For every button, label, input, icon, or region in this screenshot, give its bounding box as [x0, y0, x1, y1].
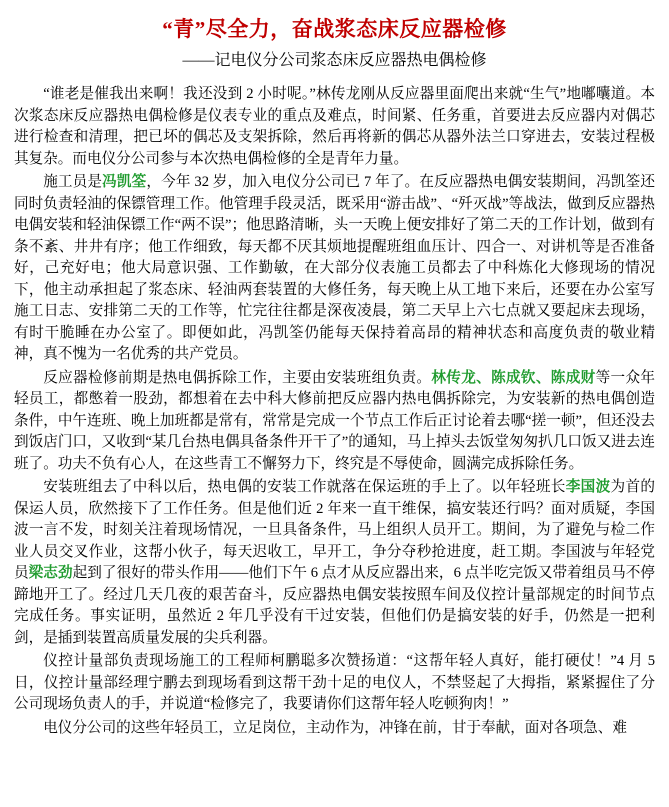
- text-run: ，今年 32 岁，加入电仪分公司已 7 年了。在反应器热电偶安装期间，冯凯筌还同时负责轻油的保镖管理工作。他管理手段灵活，既采用“游击战”、“歼灭战”等战法，做到反应器热电偶安装和轻油保镖工作“两不误”；他思路清晰，头一天晚上便安排好了第二天的工作计划，做到有条不紊、井井有序；他工作细致，每天都不厌其烦地提醒班组血压计、四合一、对讲机等是否准备好，己充好电；他大局意识强、工作勤敏，在大部分仪表施工员都去了中科炼化大修现场的情况下，他主动承担起了浆态床、轻油两套装置的大修任务，每天晚上从工地下来后，还要在办公室写施工日志、安排第二天的工作等，忙完往往都是深夜凌晨，第二天早上六七点就又要起床去现场，有时干脆睡在办公室了。即便如此，冯凯筌仍能每天保持着高昂的精神状态和高度负责的敬业精神，真不愧为一名优秀的共产党员。: [14, 174, 655, 362]
- paragraph: [14, 718, 655, 740]
- highlighted-name: 冯凯筌: [102, 174, 147, 190]
- text-run: 反应器检修前期是热电偶拆除工作，主要由安装班组负责。: [43, 369, 432, 386]
- paragraph: [14, 84, 655, 170]
- paragraph: [14, 368, 655, 476]
- document-body: [14, 84, 655, 739]
- highlighted-name: 梁志劲: [28, 565, 73, 581]
- text-run: 施工员是: [43, 174, 103, 190]
- highlighted-name: 林传龙、陈成钦、陈成财: [431, 369, 596, 386]
- highlighted-name: 李国波: [565, 479, 611, 495]
- text-run: “谁老是催我出来啊！我还没到 2 小时呢。”林传龙刚从反应器里面爬出来就“生气”地嘟囔道。本次浆态床反应器热电偶检修是仪表专业的重点及难点，时间紧、任务重，首要进去反应器内对偶芯进行检查和清理，把已坏的偶芯及支架拆除，然后再将新的偶芯从器外法兰口穿进去，安装过程极其复杂。而电仪分公司参与本次热电偶检修的全是青年力量。: [14, 86, 655, 167]
- paragraph: [14, 477, 655, 649]
- text-run: 为首的保运人员，欣然接下了工作任务。但是他们近 2 年来一直干维保，搞安装还行吗？面对质疑，李国波一言不发，时刻关注着现场情况，一旦具备条件，马上组织人员开工。期间，为了避免与检二作业人员交叉作业，这帮小伙子，每天迟收工，早开工，争分夺秒抢进度，赶工期。李国波与年轻党员: [14, 479, 655, 581]
- paragraph: [14, 651, 655, 716]
- page-subtitle: ——记电仪分公司浆态床反应器热电偶检修: [182, 52, 487, 69]
- text-run: 电仪分公司的这些年轻员工，立足岗位，主动作为，冲锋在前，甘于奉献，面对各项急、难: [43, 719, 627, 736]
- page-title: “青”尽全力，奋战浆态床反应器检修: [162, 17, 507, 41]
- text-run: 等一众年轻员工，都憋着一股劲，都想着在去中科大修前把反应器内热电偶拆除完，为安装新的热电偶创造条件，中午连班、晚上加班都是常有，常常是完成一个节点工作后正讨论着去哪“搓一顿”，但还没去到饭店门口，又收到“某几台热电偶具备条件开干了”的通知，马上掉头去饭堂匆匆扒几口饭又进去连班了。功夫不负有心人，在这些青工不懈努力下，终究是不辱使命，圆满完成拆除任务。: [14, 369, 655, 472]
- text-run: 起到了很好的带头作用——他们下午 6 点才从反应器出来，6 点半吃完饭又带着组员马不停蹄地开工了。经过几天几夜的艰苦奋斗，反应器热电偶安装按照车间及仪控计量部规定的时间节点完成任务。事实证明，虽然近 2 年几乎没有干过安装，但他们仍是搞安装的好手，仍然是一把利剑，是插到装置高质量发展的尖兵利器。: [14, 565, 655, 646]
- text-run: 仪控计量部负责现场施工的工程师柯鹏聪多次赞扬道：“这帮年轻人真好，能打硬仗！”4 月 5 日，仪控计量部经理宁鹏去到现场看到这帮干劲十足的电仪人，不禁竖起了大拇指，紧紧握住了分公司现场负责人的手，并说道“检修完了，我要请你们这帮年轻人吃顿狗肉！”: [14, 653, 655, 712]
- text-run: 安装班组去了中科以后，热电偶的安装工作就落在保运班的手上了。以年轻班长: [43, 479, 566, 495]
- paragraph: [14, 172, 655, 366]
